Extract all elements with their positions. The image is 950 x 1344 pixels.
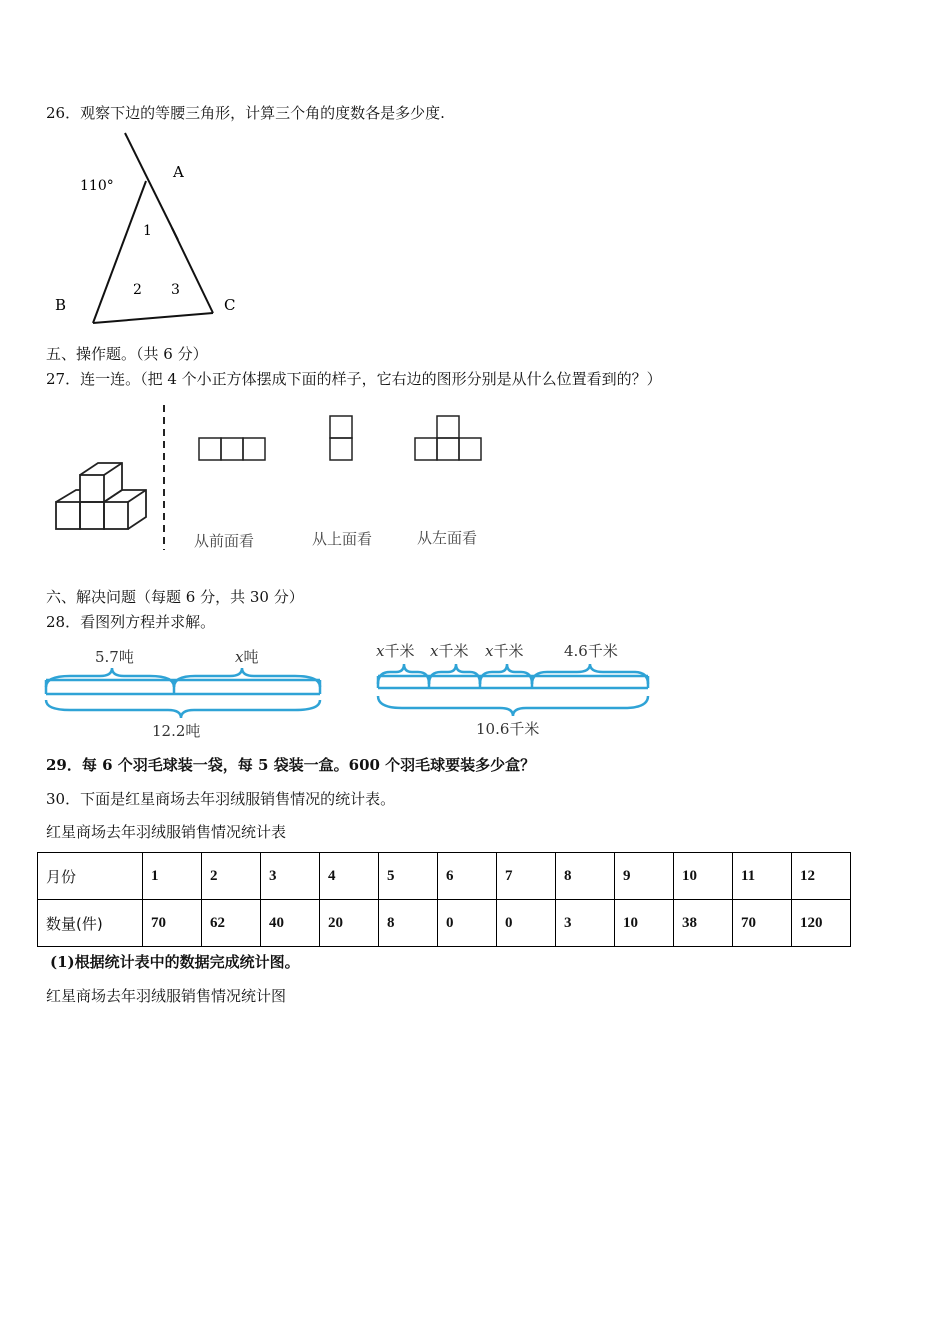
total-10-6km-label: 10.6千米 [476, 720, 540, 738]
section5-title: 五、操作题。（共 6 分） [46, 345, 208, 363]
section6-title: 六、解决问题（每题 6 分，共 30 分） [46, 588, 304, 606]
month-cell: 6 [438, 853, 497, 900]
top-view-label: 从上面看 [312, 530, 373, 548]
quantity-cell: 38 [674, 900, 733, 947]
segment4-4-6km-label: 4.6千米 [564, 642, 618, 660]
month-cell: 5 [379, 853, 438, 900]
month-cell: 10 [674, 853, 733, 900]
q30-text: 30．下面是红星商场去年羽绒服销售情况的统计表。 [46, 790, 396, 808]
quantity-cell: 70 [733, 900, 792, 947]
front-view-label: 从前面看 [194, 532, 255, 550]
month-cell: 8 [556, 853, 615, 900]
sales-table [37, 852, 851, 947]
angle-110-label: 110° [80, 178, 114, 194]
month-cell: 2 [202, 853, 261, 900]
segment1-label: x千米 [376, 642, 415, 660]
table-row-months [38, 853, 851, 900]
q30-sub1: (1)根据统计表中的数据完成统计图。 [50, 953, 300, 971]
month-cell: 11 [733, 853, 792, 900]
isosceles-triangle-figure [50, 128, 250, 333]
quantity-cell: 3 [556, 900, 615, 947]
q28-text: 28．看图列方程并求解。 [46, 613, 216, 631]
table-title: 红星商场去年羽绒服销售情况统计表 [46, 823, 287, 841]
month-cell: 1 [143, 853, 202, 900]
quantity-cell: 10 [615, 900, 674, 947]
month-header: 月份 [38, 853, 143, 900]
month-cell: 3 [261, 853, 320, 900]
left-view-label: 从左面看 [417, 529, 478, 547]
part-5-7-tons-label: 5.7吨 [95, 648, 134, 666]
month-cell: 12 [792, 853, 851, 900]
cube-stack-drawing [56, 463, 146, 529]
segment2-label: x千米 [430, 642, 469, 660]
q26-text: 26．观察下边的等腰三角形，计算三个角的度数各是多少度. [46, 104, 445, 122]
table-row-quantities [38, 900, 851, 947]
vertex-c-label: C [224, 296, 236, 314]
vertex-a-label: A [173, 163, 184, 181]
month-cell: 7 [497, 853, 556, 900]
equation-diagram-tons [40, 642, 330, 742]
total-12-2-tons-label: 12.2吨 [152, 722, 201, 740]
var-x: x [235, 648, 244, 666]
quantity-cell: 8 [379, 900, 438, 947]
q27-text: 27．连一连。（把 4 个小正方体摆成下面的样子，它右边的图形分别是从什么位置看到的？） [46, 370, 662, 388]
segment3-label: x千米 [485, 642, 524, 660]
month-cell: 9 [615, 853, 674, 900]
quantity-cell: 40 [261, 900, 320, 947]
quantity-cell: 120 [792, 900, 851, 947]
quantity-cell: 20 [320, 900, 379, 947]
quantity-cell: 70 [143, 900, 202, 947]
part-x-tons-label [235, 648, 258, 666]
angle-3-label: 3 [171, 282, 180, 298]
month-cell: 4 [320, 853, 379, 900]
angle-1-label: 1 [143, 223, 152, 239]
quantity-cell: 62 [202, 900, 261, 947]
vertex-b-label: B [55, 296, 67, 314]
quantity-cell: 0 [438, 900, 497, 947]
left-view-shape [415, 416, 481, 460]
q29-text: 29．每 6 个羽毛球装一袋，每 5 袋装一盒。600 个羽毛球要装多少盒？ [46, 756, 536, 774]
equation-diagram-km [372, 636, 657, 742]
front-view-shape [199, 438, 265, 460]
angle-2-label: 2 [133, 282, 142, 298]
top-view-shape [330, 416, 352, 460]
quantity-cell: 0 [497, 900, 556, 947]
unit-tons: 吨 [243, 648, 259, 666]
chart-title: 红星商场去年羽绒服销售情况统计图 [46, 987, 287, 1005]
cube-views-figure [40, 400, 510, 555]
quantity-header: 数量(件) [38, 900, 143, 947]
